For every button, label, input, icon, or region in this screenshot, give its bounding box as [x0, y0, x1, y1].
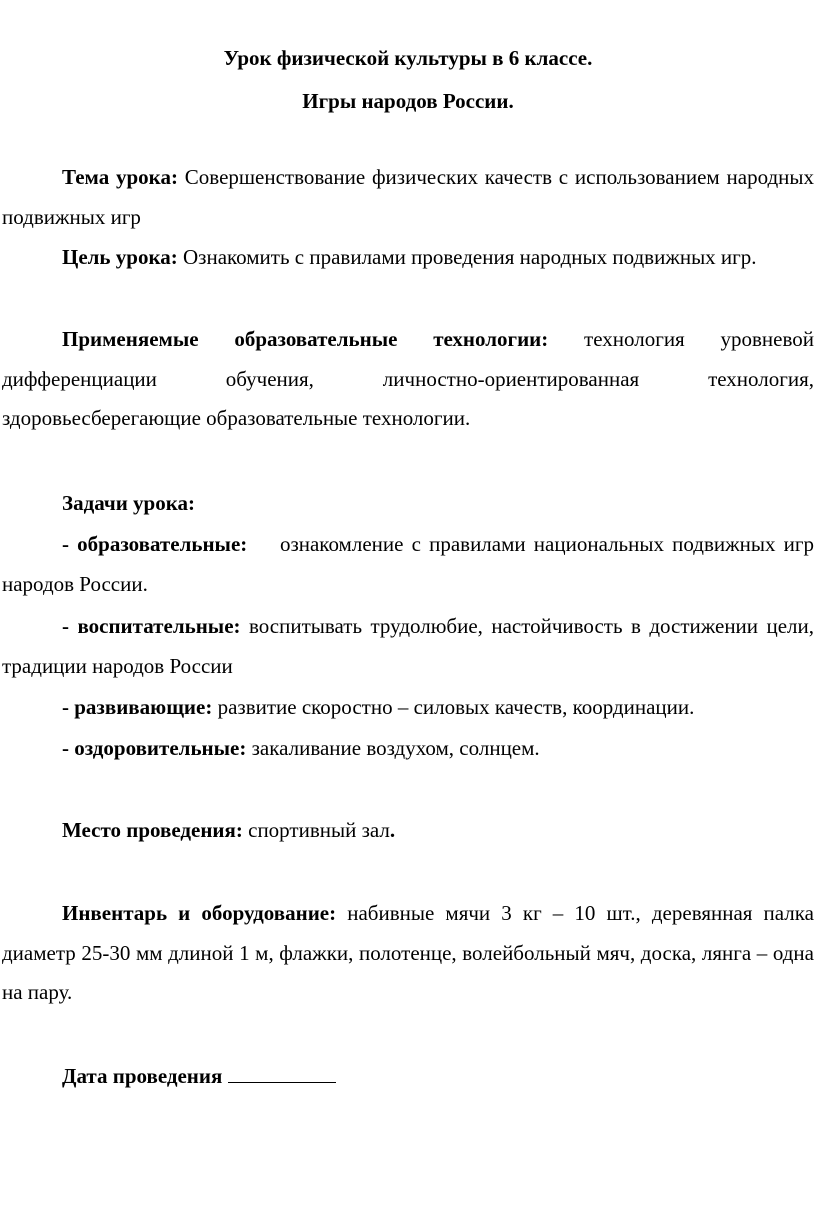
tasks-heading: Задачи урока:: [62, 491, 196, 515]
theme-text: Совершенствование физических качеств с использованием народных подвижных игр: [2, 165, 814, 229]
task-educational-text: ознакомление с правилами национальных подвижных игр народов России.: [2, 532, 814, 596]
document-title-line2: Игры народов России.: [302, 89, 514, 113]
theme-paragraph: [2, 158, 814, 237]
task-developing-text: развитие скоростно – силовых качеств, координации.: [217, 695, 695, 719]
technologies-text: технология уровневой дифференциации обучения, личностно-ориентированная технология, здоровьесберегающие образовательные технологии.: [2, 327, 814, 430]
goal-text: Ознакомить с правилами проведения народных подвижных игр.: [183, 245, 757, 269]
place-line: [62, 811, 814, 851]
date-blank-field[interactable]: [228, 1062, 336, 1083]
task-educational: [2, 525, 814, 604]
task-upbringing-label: - воспитательные:: [62, 614, 241, 638]
goal-label: Цель урока:: [62, 245, 178, 269]
technologies-label: Применяемые образовательные технологии:: [62, 327, 549, 351]
task-developing: [62, 688, 814, 728]
task-developing-label: - развивающие:: [62, 695, 213, 719]
equipment-label: Инвентарь и оборудование:: [62, 901, 337, 925]
task-health-label: - оздоровительные:: [62, 736, 247, 760]
task-educational-label: - образовательные:: [62, 532, 248, 556]
task-health-text: закаливание воздухом, солнцем.: [251, 736, 540, 760]
equipment-text: набивные мячи 3 кг – 10 шт., деревянная палка диаметр 25-30 мм длиной 1 м, флажки, полотенце, волейбольный мяч, доска, лянга – одна на пару.: [2, 901, 814, 1004]
place-period: .: [389, 818, 396, 842]
place-label: Место проведения:: [62, 818, 243, 842]
date-label: Дата проведения: [62, 1064, 223, 1088]
goal-paragraph: [2, 238, 814, 278]
task-upbringing: [2, 607, 814, 686]
technologies-paragraph: [2, 320, 814, 439]
date-line: [62, 1057, 814, 1097]
task-health: [62, 729, 814, 769]
equipment-paragraph: [2, 894, 814, 1013]
place-text: спортивный зал: [248, 818, 390, 842]
document-title-line1: Урок физической культуры в 6 классе.: [223, 46, 593, 70]
task-upbringing-text: воспитывать трудолюбие, настойчивость в достижении цели, традиции народов России: [2, 614, 815, 678]
theme-label: Тема урока:: [62, 165, 178, 189]
